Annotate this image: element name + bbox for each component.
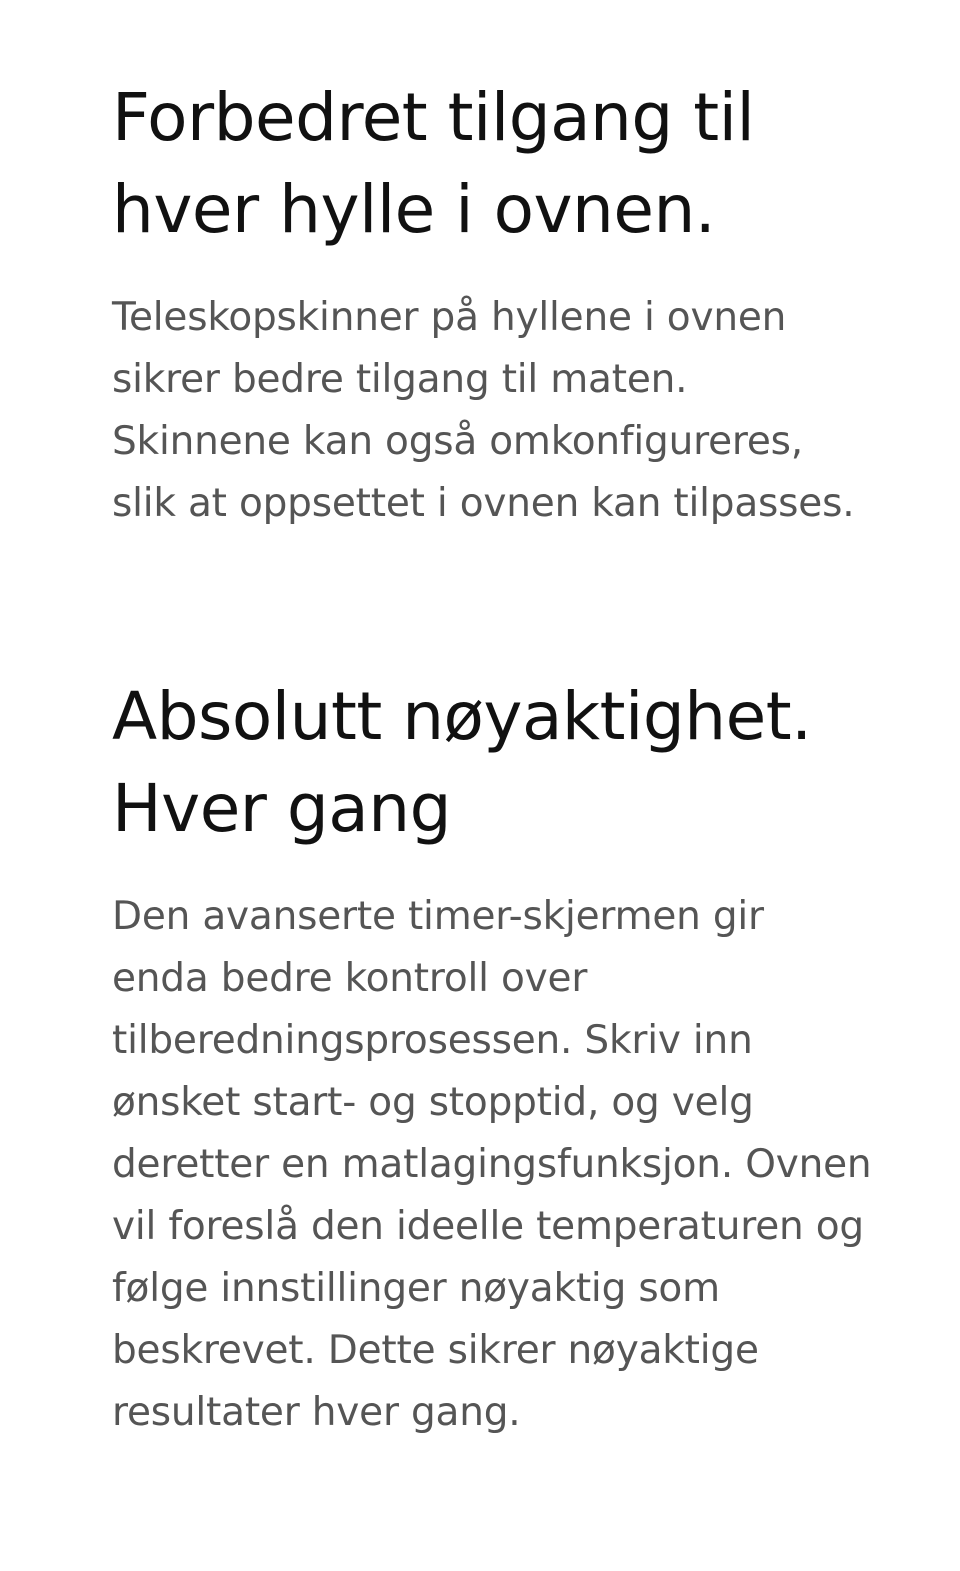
section-description: Teleskopskinner på hyllene i ovnen sikrer bedre tilgang til maten. Skinnene kan også omkonfigureres, slik at oppsettet i ovnen kan tilpasses. bbox=[112, 294, 855, 526]
feature-content bbox=[112, 72, 872, 1444]
section-heading: Forbedret tilgang til hver hylle i ovnen. bbox=[112, 79, 755, 249]
feature-section-shelf-access bbox=[112, 72, 872, 535]
section-description: Den avanserte timer-skjermen gir enda bedre kontroll over tilberedningsprosessen. Skriv inn ønsket start- og stopptid, og velg deretter en matlagingsfunksjon. Ovnen vil foreslå den ideelle temperaturen og følge innstillinger nøyaktig som beskrevet. Dette sikrer nøyaktige resultater hver gang. bbox=[112, 893, 872, 1435]
section-heading: Absolutt nøyaktighet. Hver gang bbox=[112, 677, 812, 848]
feature-section-precision bbox=[112, 671, 872, 1444]
